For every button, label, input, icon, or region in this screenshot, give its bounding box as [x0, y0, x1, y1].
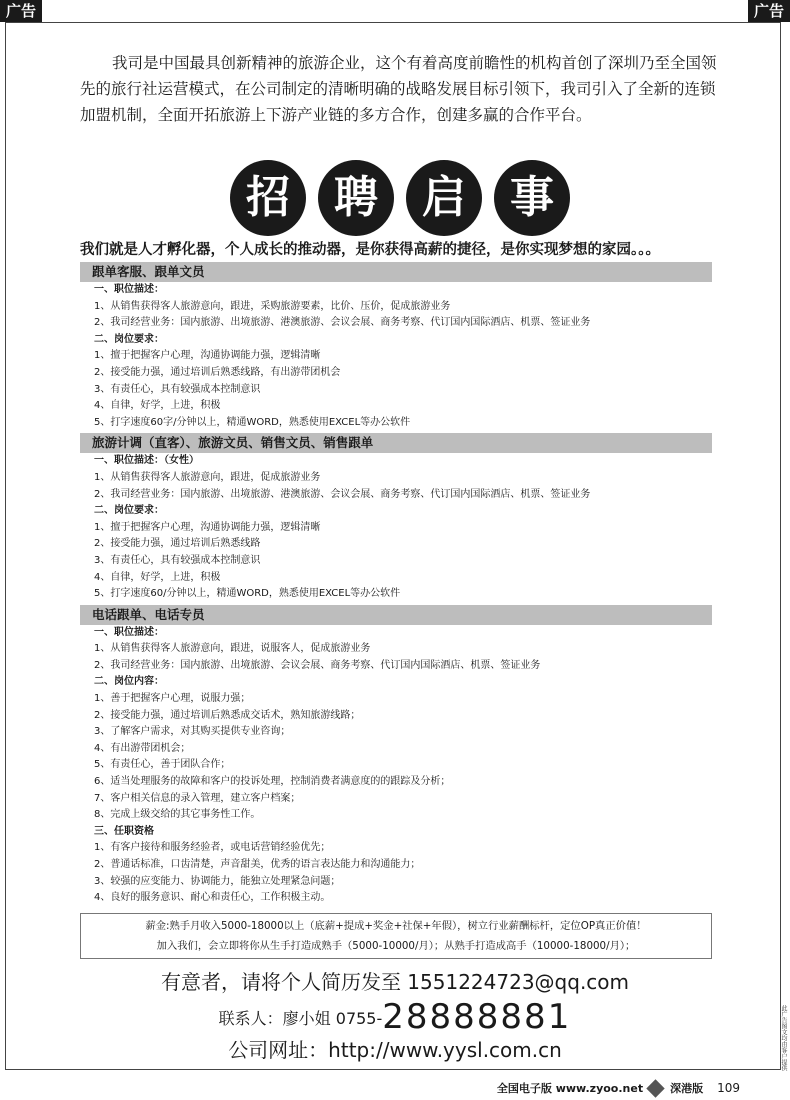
- list-item: 1、从销售获得客人旅游意向，跟进，促成旅游业务: [94, 471, 321, 483]
- subheading: 二、岗位要求：: [94, 333, 164, 345]
- subheading: 一、职位描述：（女性）: [94, 455, 199, 467]
- job-section: [80, 605, 712, 907]
- page-footer: [497, 1078, 740, 1098]
- salary-line: 加入我们，会立即将你从生手打造成熟手（5000-10000/月）；从熟手打造成高手（10000-18000/月）；: [156, 940, 636, 952]
- subheading: 一、职位描述：: [94, 626, 164, 638]
- edition-label: 全国电子版 www.zyoo.net: [496, 1082, 644, 1095]
- list-item: 1、擅于把握客户心理，沟通协调能力强，逻辑清晰: [94, 350, 321, 362]
- title-char: 招: [230, 160, 306, 236]
- list-item: 4、良好的服务意识、耐心和责任心，工作积极主动。: [94, 892, 331, 904]
- subheading: 二、岗位内容：: [94, 676, 164, 688]
- tagline: 我们就是人才孵化器，个人成长的推动器，是你获得高薪的捷径，是你实现梦想的家园。。。: [80, 242, 660, 258]
- list-item: 2、接受能力强，通过培训后熟悉成交话术，熟知旅游线路；: [94, 709, 361, 721]
- subheading: 二、岗位要求：: [94, 505, 164, 517]
- list-item: 1、从销售获得客人旅游意向，跟进，采购旅游要素，比价、压价，促成旅游业务: [94, 300, 451, 312]
- section-heading: 电话跟单、电话专员: [80, 605, 712, 625]
- list-item: 2、我司经营业务：国内旅游、出境旅游、港澳旅游、会议会展、商务考察、代订国内国际酒店、机票、签证业务: [94, 317, 591, 329]
- recruitment-title: [230, 160, 570, 242]
- list-item: 1、善于把握客户心理，说服力强；: [94, 693, 251, 705]
- job-listings: [80, 262, 712, 907]
- contact-person-label: 联系人：廖小姐 0755-: [218, 1009, 383, 1028]
- salary-box: [80, 913, 712, 959]
- list-item: 1、有客户接待和服务经验者，或电话营销经验优先；: [94, 842, 331, 854]
- list-item: 5、打字速度60字/分钟以上，精通WORD，熟悉使用EXCEL等办公软件: [94, 416, 411, 428]
- list-item: 3、了解客户需求，对其购买提供专业咨询；: [94, 726, 291, 738]
- list-item: 2、我司经营业务：国内旅游、出境旅游、会议会展、商务考察、代订国内国际酒店、机票、签证业务: [94, 659, 541, 671]
- contact-person-line: [0, 997, 790, 1037]
- ad-label-right: 广告: [748, 0, 790, 22]
- list-item: 2、接受能力强，通过培训后熟悉线路，有出游带团机会: [94, 366, 341, 378]
- diamond-logo-icon: [646, 1079, 664, 1097]
- region-label: 深港版: [670, 1082, 704, 1095]
- list-item: 2、我司经营业务：国内旅游、出境旅游、港澳旅游、会议会展、商务考察、代订国内国际酒店、机票、签证业务: [94, 488, 591, 500]
- list-item: 2、普通话标准，口齿清楚，声音甜美，优秀的语言表达能力和沟通能力；: [94, 859, 421, 870]
- list-item: 8、完成上级交给的其它事务性工作。: [94, 809, 261, 821]
- list-item: 1、从销售获得客人旅游意向，跟进，说服客人，促成旅游业务: [94, 643, 371, 655]
- email-line: 有意者，请将个人简历发至 1551224723@qq.com: [160, 970, 630, 994]
- phone-number: 28888881: [382, 997, 572, 1037]
- list-item: 1、擅于把握客户心理，沟通协调能力强，逻辑清晰: [94, 521, 321, 533]
- section-heading: 跟单客服、跟单文员: [80, 262, 712, 282]
- company-intro: 我司是中国最具创新精神的旅游企业，这个有着高度前瞻性的机构首创了深圳乃至全国领先的旅行社运营模式，在公司制定的清晰明确的战略发展目标引领下，我司引入了全新的连锁加盟机制，全面开拓旅游上下游产业链的多方合作，创建多赢的合作平台。: [80, 54, 717, 124]
- list-item: 5、打字速度60/分钟以上，精通WORD，熟悉使用EXCEL等办公软件: [94, 588, 401, 600]
- list-item: 4、自律，好学，上进，积极: [94, 571, 221, 583]
- job-section: [80, 433, 712, 602]
- list-item: 2、接受能力强，通过培训后熟悉线路: [94, 538, 261, 550]
- subheading: 三、任职资格: [94, 825, 154, 837]
- section-heading: 旅游计调（直客）、旅游文员、销售文员、销售跟单: [80, 433, 712, 453]
- website-line: 公司网址：http://www.yysl.com.cn: [228, 1038, 562, 1062]
- list-item: 6、适当处理服务的故障和客户的投诉处理，控制消费者满意度的的跟踪及分析；: [94, 776, 451, 788]
- title-char: 事: [494, 160, 570, 236]
- list-item: 3、有责任心，具有较强成本控制意识: [94, 554, 261, 566]
- job-section: [80, 262, 712, 431]
- title-char: 启: [406, 160, 482, 236]
- subheading: 一、职位描述：: [94, 284, 164, 295]
- title-char: 聘: [318, 160, 394, 236]
- side-note: 此广告图文均由客户提供: [780, 1005, 787, 1071]
- ad-label-left: 广告: [0, 0, 42, 22]
- list-item: 3、有责任心，具有较强成本控制意识: [94, 383, 261, 395]
- list-item: 4、自律，好学，上进，积极: [94, 400, 221, 412]
- list-item: 5、有责任心，善于团队合作；: [94, 759, 231, 771]
- list-item: 3、较强的应变能力、协调能力，能独立处理紧急问题；: [94, 875, 341, 887]
- page-number: 109: [717, 1081, 740, 1095]
- list-item: 4、有出游带团机会；: [94, 742, 191, 754]
- list-item: 7、客户相关信息的录入管理，建立客户档案；: [94, 792, 301, 804]
- salary-line: 薪金:熟手月收入5000-18000以上（底薪+提成+奖金+社保+年假），树立行业薪酬标杆，定位OP真正价值！: [145, 920, 647, 932]
